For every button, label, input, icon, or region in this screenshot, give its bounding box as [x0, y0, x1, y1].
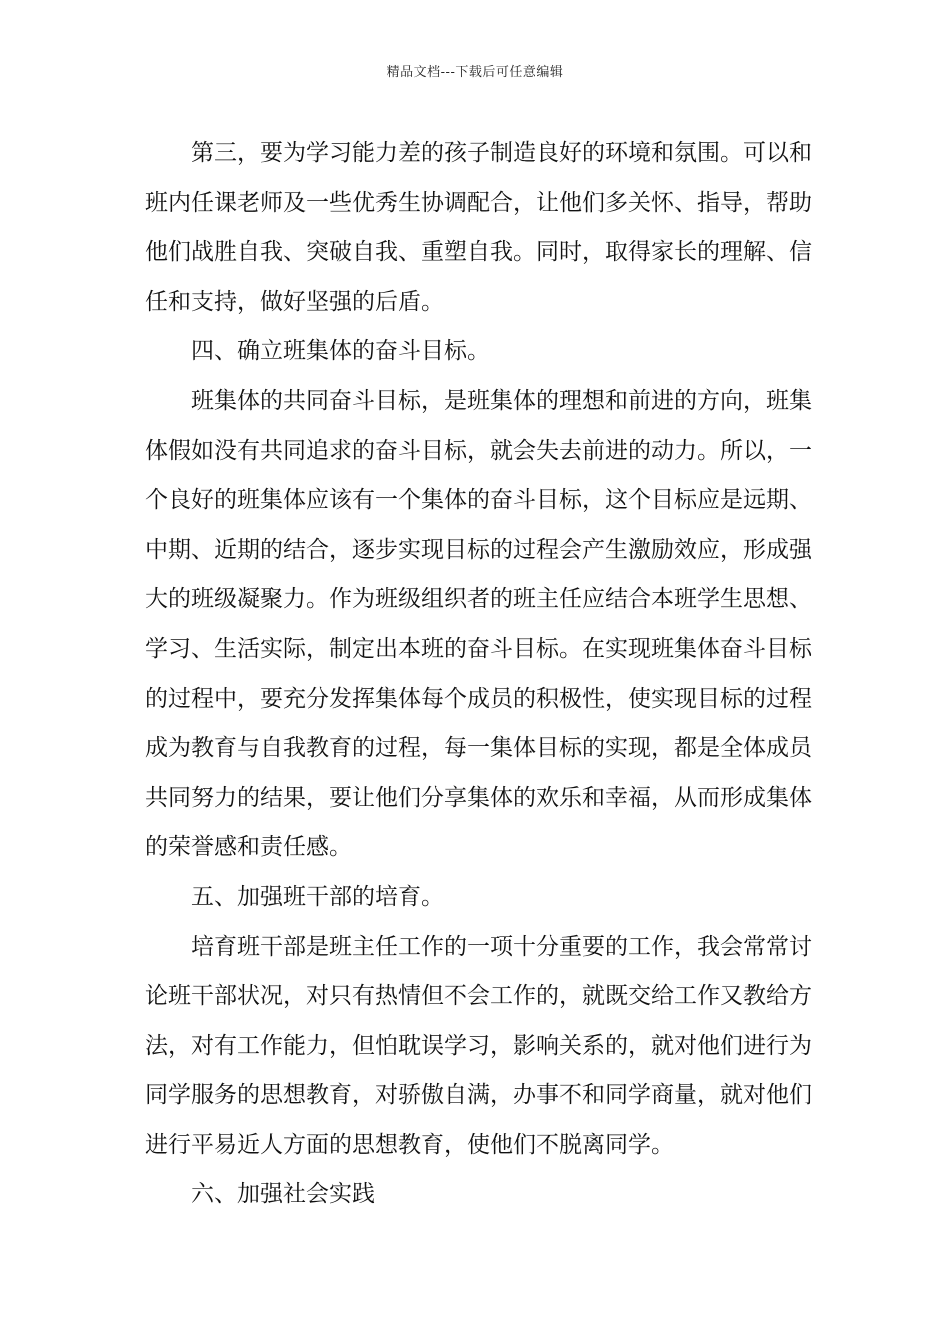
text-line: 第三，要为学习能力差的孩子制造良好的环境和氛围。可以和 — [191, 140, 812, 166]
text-line: 同学服务的思想教育，对骄傲自满，办事不和同学商量，就对他们 — [145, 1082, 812, 1109]
text-line: 班内任课老师及一些优秀生协调配合，让他们多关怀、指导，帮助 — [145, 189, 812, 216]
text-line: 进行平易近人方面的思想教育，使他们不脱离同学。 — [145, 1131, 674, 1158]
text-line: 他们战胜自我、突破自我、重塑自我。同时，取得家长的理解、信 — [145, 239, 812, 266]
section-heading: 四、确立班集体的奋斗目标。 — [191, 338, 490, 365]
text-line: 的荣誉感和责任感。 — [145, 834, 352, 861]
text-line: 中期、近期的结合，逐步实现目标的过程会产生激励效应，形成强 — [145, 536, 812, 563]
paragraph-class-cadres — [145, 923, 812, 1171]
section-heading-four — [145, 327, 807, 377]
text-line: 班集体的共同奋斗目标，是班集体的理想和前进的方向，班集 — [191, 387, 812, 414]
text-line: 成为教育与自我教育的过程，每一集体目标的实现，都是全体成员 — [145, 735, 812, 762]
section-heading-six — [145, 1170, 807, 1220]
text-line: 共同努力的结果，要让他们分享集体的欢乐和幸福，从而形成集体 — [145, 784, 812, 811]
text-line: 大的班级凝聚力。作为班级组织者的班主任应结合本班学生思想、 — [145, 586, 812, 613]
paragraph-third-point — [145, 129, 812, 327]
text-line: 体假如没有共同追求的奋斗目标，就会失去前进的动力。所以，一 — [145, 437, 812, 464]
text-line: 法，对有工作能力，但怕耽误学习，影响关系的，就对他们进行为 — [145, 1032, 812, 1059]
text-line: 学习、生活实际，制定出本班的奋斗目标。在实现班集体奋斗目标 — [145, 635, 812, 662]
text-line: 论班干部状况，对只有热情但不会工作的，就既交给工作又教给方 — [145, 983, 812, 1010]
text-line: 培育班干部是班主任工作的一项十分重要的工作，我会常常讨 — [191, 933, 812, 960]
text-line: 任和支持，做好坚强的后盾。 — [145, 288, 444, 315]
text-line: 个良好的班集体应该有一个集体的奋斗目标，这个目标应是远期、 — [145, 487, 812, 514]
document-body — [145, 129, 812, 1220]
section-heading: 五、加强班干部的培育。 — [191, 883, 444, 910]
text-line: 的过程中，要充分发挥集体每个成员的积极性，使实现目标的过程 — [145, 685, 812, 712]
paragraph-class-goals — [145, 377, 812, 873]
section-heading-five — [145, 873, 807, 923]
section-heading: 六、加强社会实践 — [191, 1181, 375, 1208]
page-header: 精品文档---下载后可任意编辑 — [386, 65, 564, 80]
